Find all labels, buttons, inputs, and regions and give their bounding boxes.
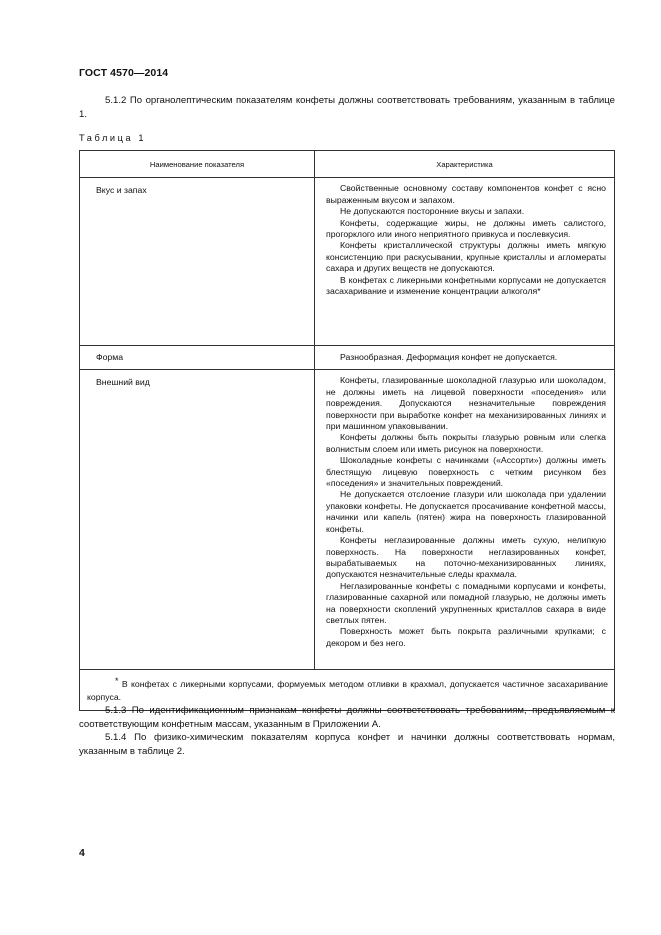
desc-line: Не допускается отслоение глазури или шоколада при удалении упаковки конфеты. Не допускается просачивание конфетной массы, начинки или капель (пятен) жира на поверхность глазированной конфеты.	[326, 489, 606, 534]
row-desc-appearance	[315, 370, 615, 670]
row-desc-shape	[315, 346, 615, 370]
desc-line: Неглазированные конфеты с помадными корпусами и конфеты, глазированные сахарной или помадной глазурью, не должны иметь на поверхности скоплений укрупненных кристаллов сахара в виде светлых пятен.	[326, 580, 606, 625]
desc-line: Конфеты кристаллической структуры должны иметь мягкую консистенцию при раскусывании, крупные кристаллы и агломераты сахара и других веществ не допускаются.	[326, 240, 606, 274]
desc-line: Конфеты должны быть покрыты глазурью ровным или слегка волнистым слоем или иметь рисунок на поверхности.	[326, 432, 606, 454]
desc-line: Конфеты, содержащие жиры, не должны иметь салистого, прогорклого или иного неприятного привкуса и послевкусия.	[326, 217, 606, 240]
footnote-text: В конфетах с ликерными корпусами, формуемых методом отливки в крахмал, допускается частичное засахаривание корпуса.	[87, 679, 608, 703]
header-indicator-name: Наименование показателя	[80, 151, 315, 178]
page-number: 4	[79, 847, 85, 859]
paragraph-5-1-4: 5.1.4 По физико-химическим показателям корпуса конфет и начинки должны соответствовать нормам, указанным в таблице 2.	[79, 732, 615, 757]
row-desc-taste-smell	[315, 178, 615, 346]
desc-line: Конфеты, глазированные шоколадной глазурью или шоколадом, не должны иметь на лицевой поверхности «поседения» или повреждения. Допускаются незначительные повреждения поверхности при выработке конфет на механизированных линиях и при машинном упаковывании.	[326, 375, 606, 432]
table-row	[80, 370, 615, 670]
desc-line: Конфеты неглазированные должны иметь сухую, нелипкую поверхность. На поверхности неглазированных конфет, вырабатываемых на поточно-механизированных линиях, допускаются незначительные следы крахмала.	[326, 535, 606, 580]
desc-line: Шоколадные конфеты с начинками («Ассорти») должны иметь блестящую лицевую поверхность с четким рисунком без «поседения» и значительных повреждений.	[326, 455, 606, 489]
table-row	[80, 178, 615, 346]
header-characteristic: Характеристика	[315, 151, 615, 178]
desc-line: Свойственные основному составу компонентов конфет с ясно выраженным вкусом и запахом.	[326, 183, 606, 205]
row-name-appearance: Внешний вид	[80, 370, 315, 670]
row-name-taste-smell: Вкус и запах	[80, 178, 315, 346]
table-header-row	[80, 151, 615, 178]
desc-line: Не допускаются посторонние вкусы и запахи.	[340, 206, 525, 217]
table-1	[79, 150, 615, 711]
footnote-mark: *	[115, 676, 119, 687]
desc-line: Разнообразная. Деформация конфет не допускается.	[340, 352, 558, 363]
paragraph-5-1-3: 5.1.3 По идентификационным признакам конфеты должны соответствовать требованиям, предъявляемым к соответствующим конфетным массам, указанным в Приложении А.	[79, 705, 615, 730]
document-code: ГОСТ 4570—2014	[79, 67, 169, 79]
table-caption: Таблица 1	[79, 133, 147, 143]
table-row	[80, 346, 615, 370]
desc-line: Поверхность может быть покрыта различными крупками; с декором и без него.	[326, 626, 606, 648]
row-name-shape: Форма	[80, 346, 315, 370]
paragraph-5-1-2: 5.1.2 По органолептическим показателям конфеты должны соответствовать требованиям, указанным в таблице 1.	[79, 95, 615, 120]
desc-line: В конфетах с ликерными конфетными корпусами не допускается засахаривание и изменение концентрации алкоголя*	[326, 274, 606, 297]
